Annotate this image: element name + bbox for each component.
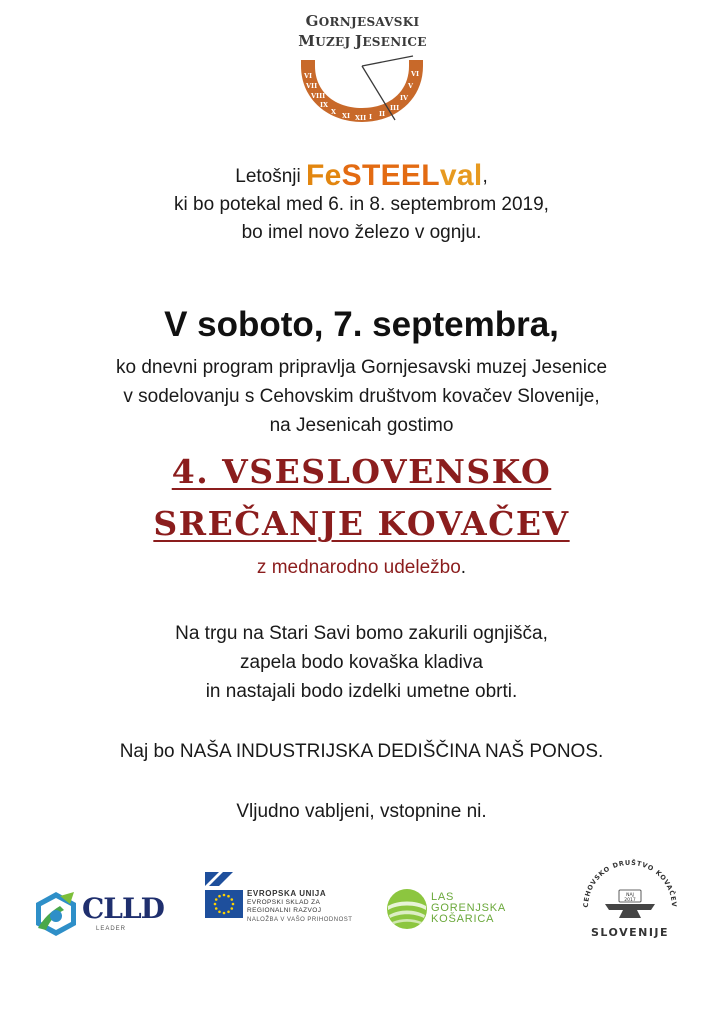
museum-name-letter: G [305, 12, 319, 30]
eu-star [227, 910, 230, 913]
dial-numeral: XII [355, 114, 367, 122]
museum-name-line2b: ESENICE [362, 35, 427, 49]
dial-numeral: IX [320, 101, 329, 109]
dial-numeral: III [390, 104, 400, 112]
dial-numeral: I [369, 113, 373, 121]
sundial-icon [295, 52, 430, 124]
las-text [431, 892, 506, 925]
intro-prefix: Letošnji [235, 166, 307, 187]
eu-star [223, 894, 226, 897]
eu-star [218, 910, 221, 913]
eu-line2: EVROPSKI SKLAD ZA [247, 899, 321, 906]
kovaci-badge-year: 2017 [624, 898, 636, 903]
program-line1: ko dnevni program pripravlja Gornjesavski muzej Jesenice [115, 357, 608, 378]
festival-name-part: STEEL [341, 159, 440, 192]
heritage-block [0, 738, 723, 766]
las-line2: GORENJSKA [431, 902, 507, 914]
museum-name [275, 12, 450, 52]
intro-line1 [0, 159, 723, 192]
dial-numeral: V [408, 82, 414, 90]
activities-line2: zapela bodo kovaška kladiva [240, 652, 483, 673]
intro-suffix: , [482, 166, 488, 187]
las-globe-icon [386, 888, 428, 930]
dial-numeral: XI [342, 112, 351, 120]
festival-name-part: Fe [306, 159, 342, 192]
dial-numeral: X [331, 108, 337, 116]
eu-star [230, 898, 233, 901]
eu-flag-icon [205, 872, 245, 922]
intro-line2: ki bo potekal med 6. in 8. septembrom 2019, [174, 194, 549, 215]
event-title-line1: 4. VSESLOVENSKO [171, 452, 552, 491]
activities-block [0, 619, 723, 706]
event-subtitle-wrap [0, 554, 723, 582]
museum-name-letter: J [354, 32, 363, 50]
kovaci-badge-text: NAJ [626, 893, 634, 898]
program-line2: v sodelovanju s Cehovskim društvom kovačev Slovenije, [123, 386, 600, 407]
activities-line3: in nastajali bodo izdelki umetne obrti. [205, 681, 518, 702]
kovaci-logo [575, 858, 685, 944]
heritage-line: Naj bo NAŠA INDUSTRIJSKA DEDIŠČINA NAŠ PONOS. [119, 741, 604, 762]
eu-star [230, 907, 233, 910]
eu-star [227, 895, 230, 898]
program-block [0, 353, 723, 440]
invite-line: Vljudno vabljeni, vstopnine ni. [236, 801, 487, 822]
eu-star [215, 898, 218, 901]
museum-logo [275, 12, 450, 124]
museum-name-letter: M [298, 32, 316, 50]
museum-name-line1: ORNJESAVSKI [318, 15, 420, 29]
event-block [0, 446, 723, 582]
intro-line3: bo imel novo železo v ognju. [241, 222, 482, 243]
dial-numeral: VI [411, 70, 420, 78]
clld-emblem-icon [30, 888, 82, 940]
festival-name [306, 159, 482, 192]
invite-block [0, 798, 723, 826]
eu-star [215, 907, 218, 910]
dial-numeral: VIII [311, 92, 326, 100]
eu-line4: NALOŽBA V VAŠO PRIHODNOST [247, 917, 353, 923]
dial-numeral: IV [400, 94, 409, 102]
dial-numeral: VII [306, 82, 318, 90]
eu-line3: REGIONALNI RAZVOJ [247, 907, 322, 914]
eu-star [214, 903, 217, 906]
eu-star [218, 895, 221, 898]
eu-line1: EVROPSKA UNIJA [247, 889, 327, 898]
event-title-line2: SREČANJE KOVAČEV [153, 504, 570, 543]
program-line3: na Jesenicah gostimo [269, 415, 454, 436]
dial-numeral: VI [304, 72, 313, 80]
date-headline: V soboto, 7. septembra, [164, 305, 559, 344]
date-block [0, 302, 723, 348]
las-line1: LAS [431, 891, 455, 903]
clld-sub: LEADER [96, 926, 127, 932]
festival-name-part: val [439, 159, 483, 192]
intro-block [0, 159, 723, 247]
las-line3: KOŠARICA [431, 913, 495, 925]
dial-numeral: II [379, 110, 386, 118]
activities-line1: Na trgu na Stari Savi bomo zakurili ognjišča, [175, 623, 548, 644]
clld-logo [30, 888, 170, 940]
kovaci-arc-text: CEHOVSKO DRUŠTVO KOVAČEV [581, 858, 679, 908]
kovaci-bottom-text: SLOVENIJE [590, 926, 670, 939]
event-subtitle: z mednarodno udeležbo [256, 557, 461, 578]
museum-name-line2a: UZEJ [315, 35, 355, 49]
eu-text [247, 888, 352, 925]
las-logo [386, 886, 526, 936]
kovaci-emblem-icon [575, 858, 685, 928]
eu-star [232, 903, 235, 906]
eu-logo [205, 872, 365, 922]
clld-name: CLLD [82, 892, 164, 925]
eu-star [223, 912, 226, 915]
event-subtitle-suffix: . [460, 557, 467, 578]
